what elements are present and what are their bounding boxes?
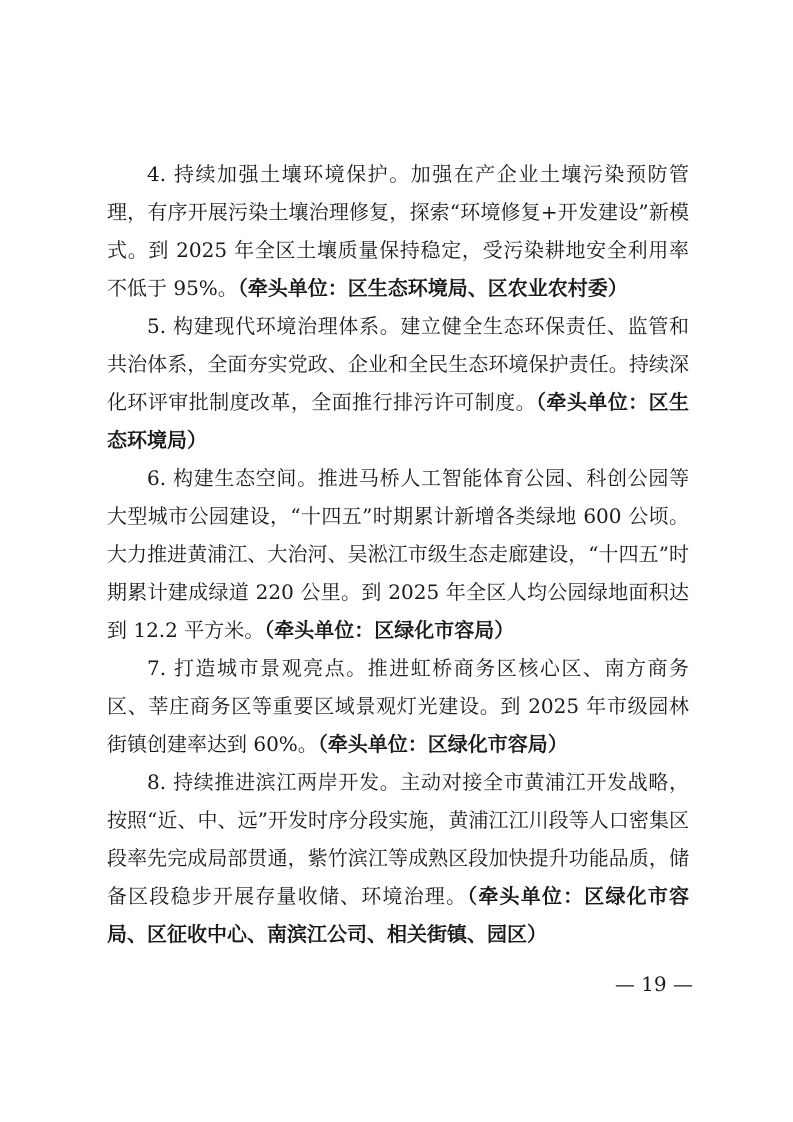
paragraph-text: 7. 打造城市景观亮点。推进虹桥商务区核心区、南方商务区、莘庄商务区等重要区域景观灯光建设。到 2025 年市级园林街镇创建率达到 60%。 — [107, 656, 689, 756]
paragraph-item-5 — [107, 307, 689, 459]
body-text — [107, 155, 689, 953]
paragraph-text: 8. 持续推进滨江两岸开发。主动对接全市黄浦江开发战略，按照“近、中、远”开发时序分段实施，黄浦江江川段等人口密集区段率先完成局部贯通，紫竹滨江等成熟区段加快提升功能品质，储备区段稳步开展存量收储、环境治理。 — [107, 770, 689, 908]
lead-unit-note: （牵头单位：区生态环境局） — [107, 390, 690, 452]
paragraph-item-7 — [107, 649, 689, 763]
page-number: — 19 — — [614, 972, 693, 996]
paragraph-item-8 — [107, 763, 689, 953]
paragraph-item-4 — [107, 155, 689, 307]
paragraph-text: 5. 构建现代环境治理体系。建立健全生态环保责任、监管和共治体系，全面夯实党政、企业和全民生态环境保护责任。持续深化环评审批制度改革，全面推行排污许可制度。 — [107, 314, 689, 414]
lead-unit-note: （牵头单位：区绿化市容局） — [317, 732, 568, 756]
paragraph-item-6 — [107, 459, 689, 649]
paragraph-text: 4. 持续加强土壤环境保护。加强在产企业土壤污染预防管理，有序开展污染土壤治理修复，探索“环境修复+开发建设”新模式。到 2025 年全区土壤质量保持稳定，受污染耕地安全利用率不低于 95%。 — [107, 162, 689, 300]
lead-unit-note: （牵头单位：区绿化市容局、区征收中心、南滨江公司、相关街镇、园区） — [107, 884, 690, 946]
paragraph-text: 6. 构建生态空间。推进马桥人工智能体育公园、科创公园等大型城市公园建设，“十四五”时期累计新增各类绿地 600 公顷。大力推进黄浦江、大治河、吴淞江市级生态走廊建设，“十四五”时期累计建成绿道 220 公里。到 2025 年全区人均公园绿地面积达到 12.2 平方米。 — [107, 466, 689, 642]
lead-unit-note: （牵头单位：区生态环境局、区农业农村委） — [237, 276, 628, 300]
lead-unit-note: （牵头单位：区绿化市容局） — [264, 618, 515, 642]
